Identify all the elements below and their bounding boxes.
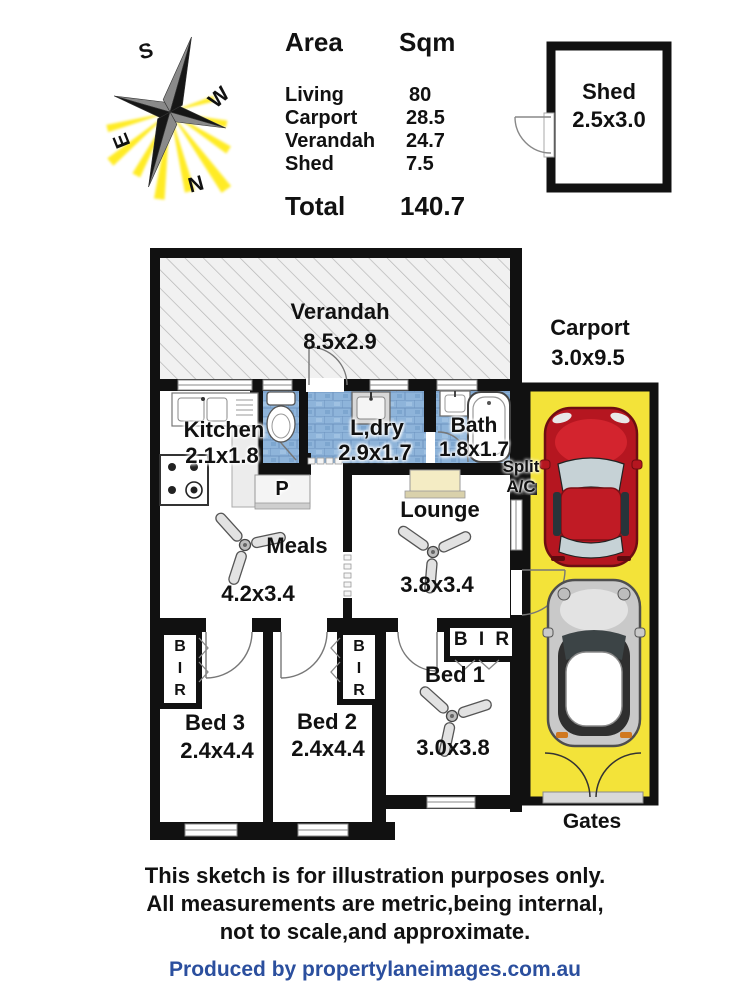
verandah-name-label: Verandah	[290, 299, 390, 324]
split-ac-label: Split A/C	[502, 457, 540, 497]
bir-bed3-label: B I R	[174, 638, 186, 699]
area-row-label: Carport	[285, 107, 358, 129]
verandah-size-label: 8.5x2.9	[303, 329, 377, 354]
area-row-label: Living	[285, 84, 344, 106]
area-table-title: Area	[285, 27, 343, 57]
shed-name-label: Shed	[582, 79, 636, 104]
lounge-size-label: 3.8x3.4	[400, 572, 474, 597]
compass-north-label: N	[185, 171, 207, 198]
laundry-name-label: L,dry	[350, 415, 404, 440]
grey-car-icon	[543, 580, 645, 746]
area-table-unit: Sqm	[399, 27, 456, 57]
kitchen-name-label: Kitchen	[183, 417, 265, 442]
bed1-name-label: Bed 1	[425, 662, 485, 687]
bed3-name-label: Bed 3	[185, 710, 245, 735]
shed-size-label: 2.5x3.0	[572, 107, 646, 132]
area-row-value: 24.7	[406, 130, 445, 152]
toilet-icon	[267, 392, 295, 442]
kitchen-size-label: 2.1x1.8	[185, 443, 259, 468]
bir-bed1-label: B I R	[453, 629, 513, 650]
meals-size-label: 4.2x3.4	[221, 581, 295, 606]
disclaimer-line: All measurements are metric,being internal,	[146, 891, 604, 916]
laundry-size-label: 2.9x1.7	[338, 440, 412, 465]
bed3-size-label: 2.4x4.4	[180, 738, 254, 763]
lounge-cabinet-icon	[405, 470, 465, 498]
compass-west-label: W	[203, 82, 235, 113]
carport-name-label: Carport	[550, 315, 630, 340]
bed1-size-label: 3.0x3.8	[416, 735, 490, 760]
area-row-value: 28.5	[406, 107, 445, 129]
disclaimer-line: This sketch is for illustration purposes only.	[144, 863, 606, 888]
compass-east-label: E	[108, 129, 136, 152]
meals-name-label: Meals	[266, 533, 328, 558]
area-row-label: Verandah	[285, 130, 376, 152]
bed2-size-label: 2.4x4.4	[291, 736, 365, 761]
compass-rose-icon	[93, 21, 248, 203]
bath-size-label: 1.8x1.7	[438, 438, 510, 461]
producer-credit: Produced by propertylaneimages.com.au	[169, 958, 581, 981]
area-total-label: Total	[285, 191, 346, 221]
lounge-name-label: Lounge	[400, 497, 480, 522]
bed2-name-label: Bed 2	[297, 709, 357, 734]
pantry-label: P	[275, 478, 289, 500]
carport-size-label: 3.0x9.5	[551, 345, 625, 370]
red-car-icon	[540, 408, 642, 566]
bir-bed2-label: B I R	[353, 638, 365, 699]
area-row-value: 80	[409, 84, 432, 106]
area-total-value: 140.7	[400, 191, 466, 221]
disclaimer-text	[0, 862, 750, 946]
disclaimer-line: not to scale,and approximate.	[219, 919, 531, 944]
compass-south-label: S	[136, 38, 156, 65]
bath-name-label: Bath	[450, 414, 498, 437]
gates-label: Gates	[562, 810, 622, 833]
area-row-label: Shed	[285, 153, 334, 175]
area-row-value: 7.5	[406, 153, 434, 175]
